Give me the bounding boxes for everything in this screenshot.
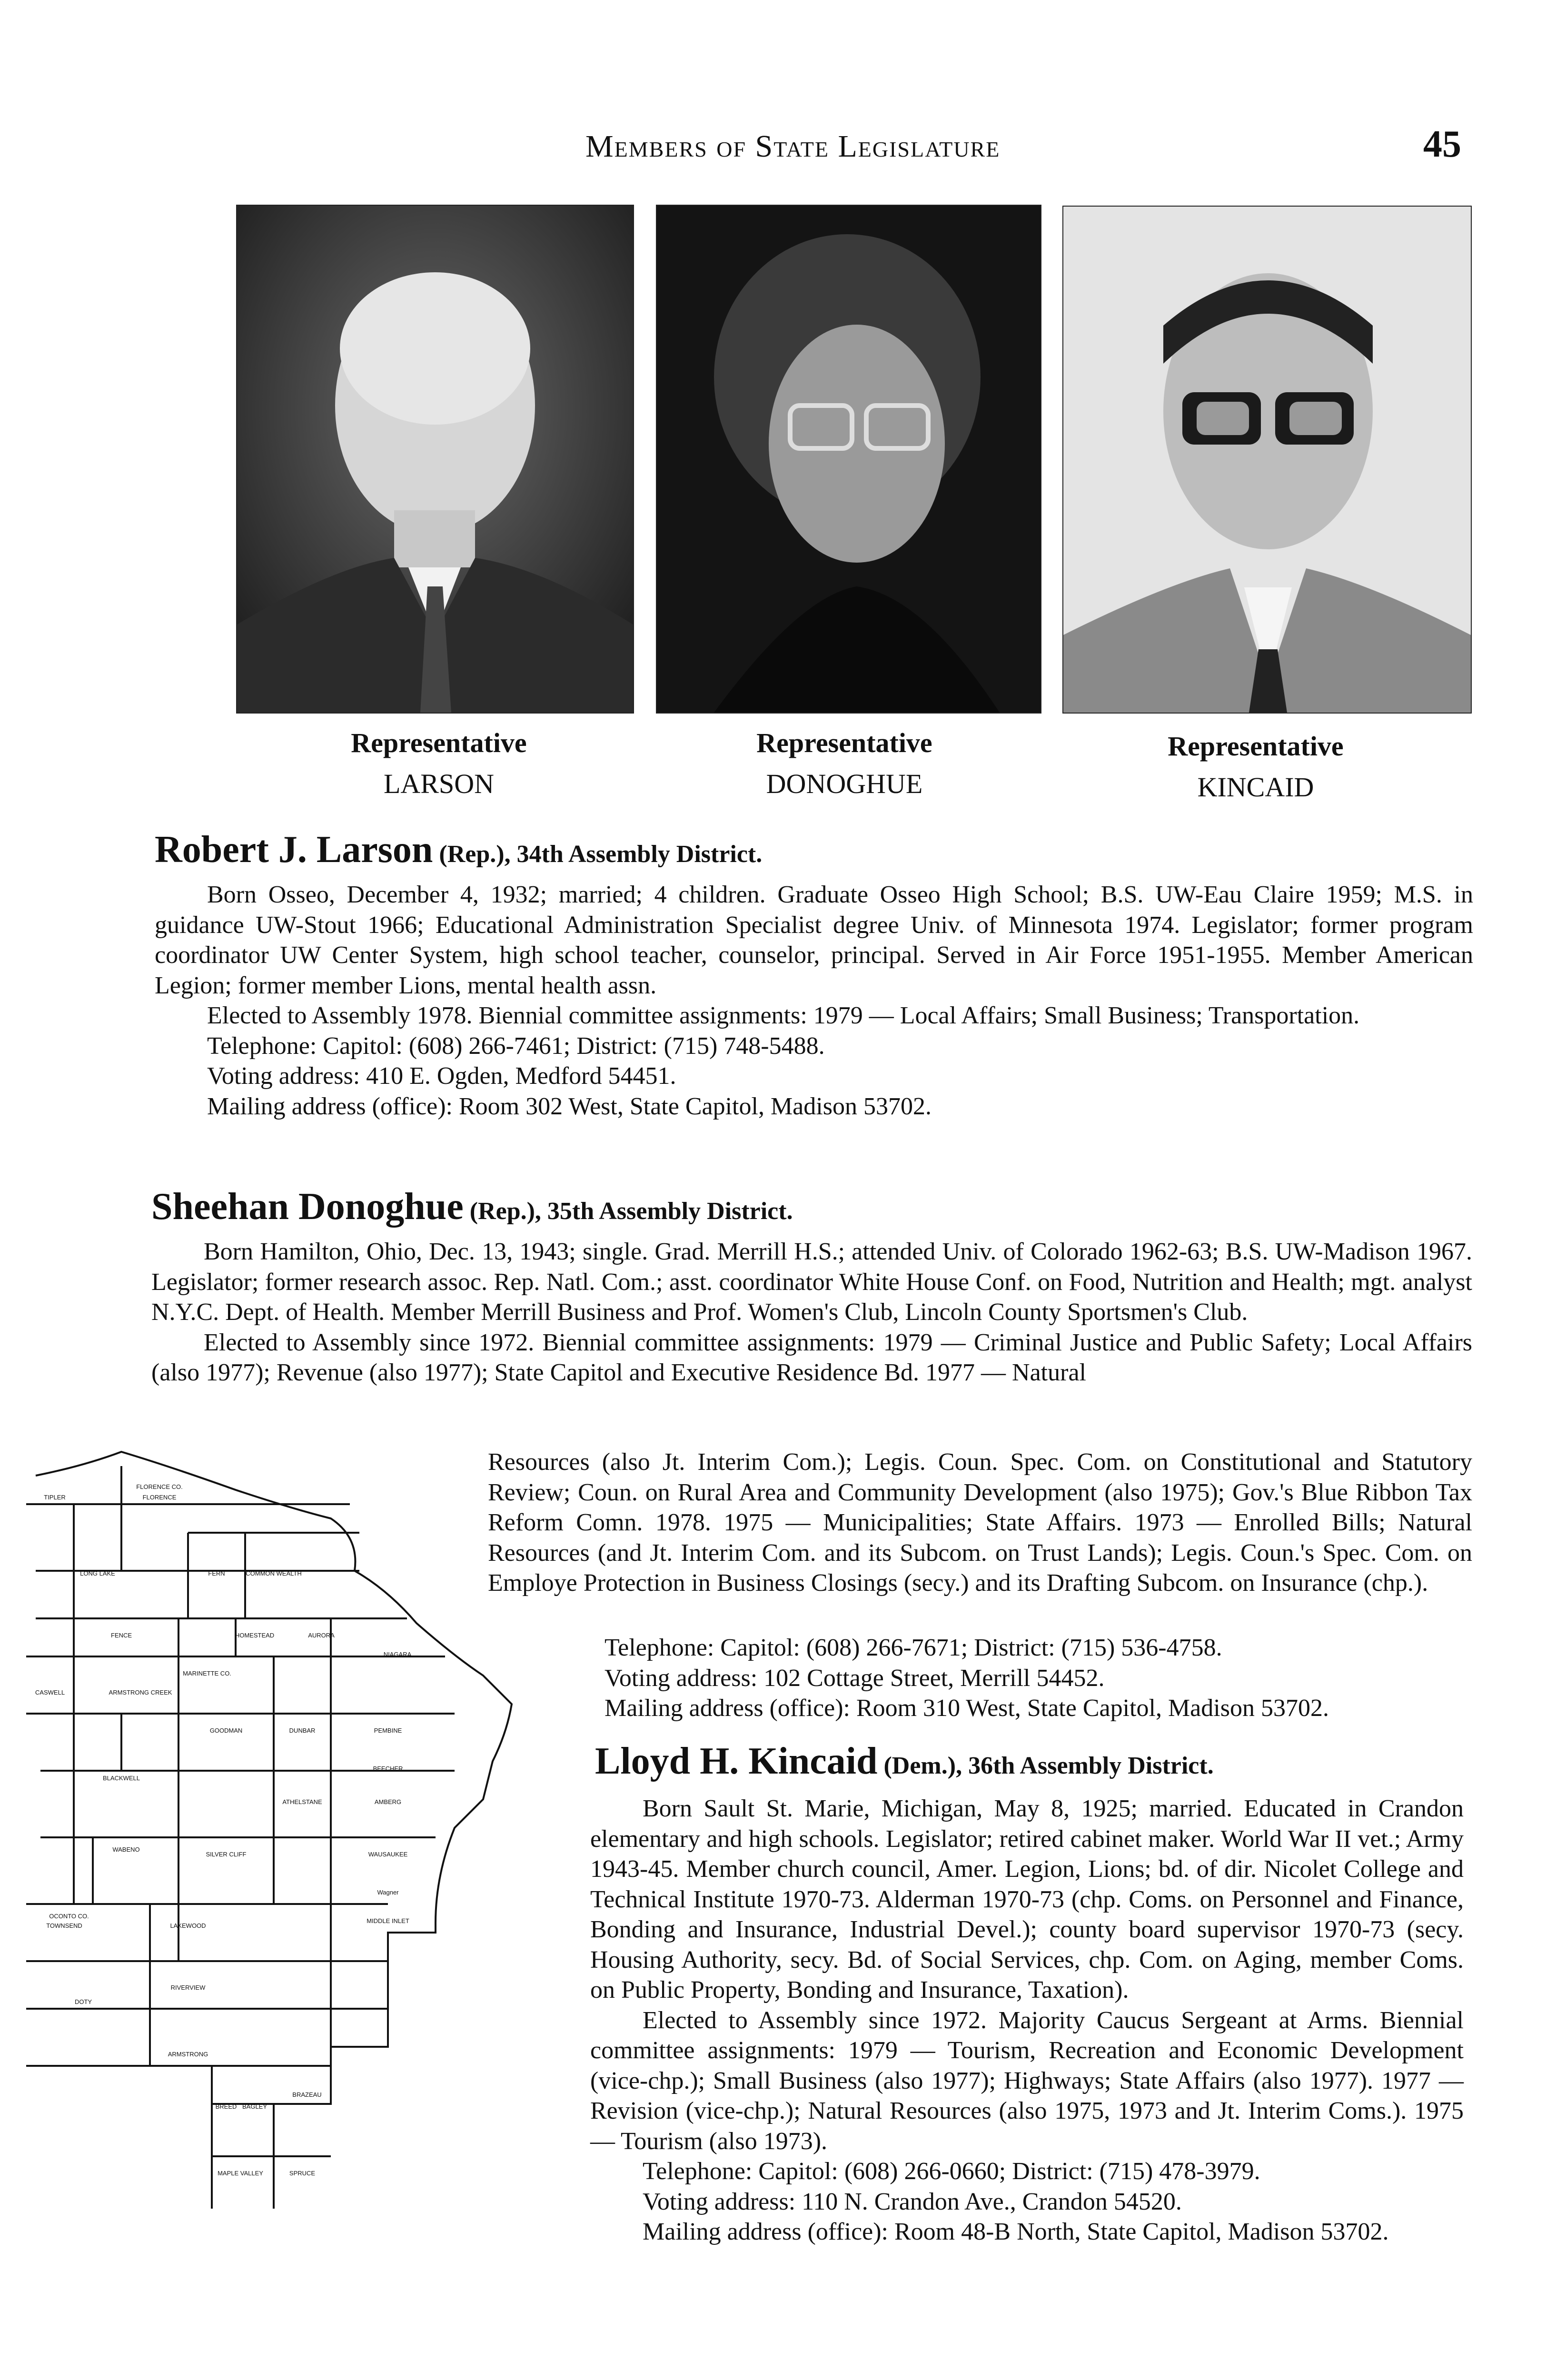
member-name: Lloyd H. Kincaid — [595, 1740, 878, 1782]
member-party-district: (Rep.), 35th Assembly District. — [463, 1198, 793, 1225]
map-label: NIAGARA — [383, 1651, 412, 1658]
caption-name: DONOGHUE — [766, 768, 923, 799]
map-label: MAPLE VALLEY — [218, 2170, 263, 2177]
contact-donoghue — [605, 1633, 1476, 1724]
map-label: Wagner — [377, 1889, 399, 1896]
map-label: AMBERG — [374, 1798, 402, 1805]
map-label: SPRUCE — [289, 2170, 316, 2177]
bio-paragraph: Elected to Assembly since 1972. Biennial committee assignments: 1979 — Criminal Justice and Public Safety; Local Affairs (also 1977); Revenue (also 1977); State Capitol and Executive Residence Bd. 1977 — Natural — [151, 1329, 1472, 1386]
member-heading-donoghue — [151, 1185, 793, 1229]
contact-mailing-address: Mailing address (office): Room 48-B North, State Capitol, Madison 53702. — [643, 2218, 1389, 2245]
map-label: PEMBINE — [374, 1727, 402, 1734]
bio-paragraph: Born Hamilton, Ohio, Dec. 13, 1943; single. Grad. Merrill H.S.; attended Univ. of Colorado 1962-63; B.S. UW-Madison 1967. Legislator; former research assoc. Rep. Natl. Com.; asst. coordinator White House Conf. on Food, Nutrition and Health; mgt. analyst N.Y.C. Dept. of Health. Member Merrill Business and Prof. Women's Club, Lincoln County Sportsmen's Club. — [151, 1238, 1472, 1326]
map-label: FLORENCE — [142, 1494, 177, 1501]
map-label: FLORENCE CO. — [136, 1483, 183, 1490]
map-label: ARMSTRONG CREEK — [109, 1689, 172, 1696]
bio-donoghue-continued — [488, 1447, 1472, 1598]
map-label: MIDDLE INLET — [367, 1917, 409, 1924]
map-label: DOTY — [74, 1998, 92, 2005]
map-label: BEECHER — [373, 1765, 403, 1772]
map-label: BLACKWELL — [102, 1775, 140, 1782]
bio-paragraph: Resources (also Jt. Interim Com.); Legis. Coun. Spec. Com. on Constitutional and Statutory Review; Coun. on Rural Area and Community Development (also 1975); Gov.'s Blue Ribbon Tax Reform Comn. 1978. 1975 — Municipalities; State Affairs. 1973 — Enrolled Bills; Natural Resources (and Jt. Interim Com. and its Subcom. on Trust Lands); Legis. Coun.'s Spec. Com. on Employe Protection in Business Closings (secy.) and its Drafting Subcom. on Insurance (chp.). — [488, 1448, 1472, 1597]
district-map — [26, 1447, 540, 2209]
bio-paragraph: Born Osseo, December 4, 1932; married; 4 children. Graduate Osseo High School; B.S. UW-Eau Claire 1959; M.S. in guidance UW-Stout 1966; Educational Administration Specialist degree Univ. of Minnesota 1974. Legislator; former program coordinator UW Center System, high school teacher, counselor, principal. Served in Air Force 1951-1955. Member American Legion; former member Lions, mental health assn. — [155, 881, 1473, 999]
member-name: Sheehan Donoghue — [151, 1186, 464, 1228]
bio-donoghue — [151, 1237, 1472, 1388]
map-label: CASWELL — [35, 1689, 65, 1696]
contact-voting-address: Voting address: 102 Cottage Street, Merrill 54452. — [605, 1664, 1105, 1692]
caption-name: LARSON — [383, 768, 495, 799]
caption-donoghue — [678, 723, 1011, 804]
contact-mailing-address: Mailing address (office): Room 310 West, State Capitol, Madison 53702. — [605, 1695, 1329, 1722]
contact-voting-address: Voting address: 410 E. Ogden, Medford 54451. — [207, 1062, 676, 1090]
map-label: COMMON WEALTH — [246, 1570, 302, 1577]
page-number: 45 — [1423, 123, 1461, 165]
map-label: BAGLEY — [242, 2103, 268, 2110]
member-party-district: (Dem.), 36th Assembly District. — [877, 1752, 1214, 1779]
running-header: Members of State Legislature — [585, 129, 1001, 164]
bio-larson — [155, 880, 1473, 1121]
member-heading-larson — [155, 828, 762, 872]
map-label: SILVER CLIFF — [206, 1851, 247, 1858]
map-label: WABENO — [112, 1846, 140, 1853]
map-label: FERN — [208, 1570, 225, 1577]
member-name: Robert J. Larson — [155, 829, 433, 871]
map-label: AURORA — [308, 1632, 335, 1639]
map-label: BREED — [215, 2103, 237, 2110]
map-label: FENCE — [110, 1632, 132, 1639]
map-label: HOMESTEAD — [235, 1632, 275, 1639]
map-label: LONG LAKE — [80, 1570, 115, 1577]
map-label: OCONTO CO. — [49, 1913, 89, 1920]
caption-name: KINCAID — [1197, 772, 1314, 803]
bio-paragraph: Born Sault St. Marie, Michigan, May 8, 1925; married. Educated in Crandon elementary and high schools. Legislator; retired cabinet maker. World War II vet.; Army 1943-45. Member church council, Amer. Legion, Lions; bd. of dir. Nicolet College and Technical Institute 1970-73. Alderman 1970-73 (chp. Coms. on Personnel and Finance, Bonding and Insurance, Industrial Devel.); county board supervisor 1970-73 (secy. Housing Authority, secy. Bd. of Social Services, chp. Com. on Aging, member Coms. on Public Property, Bonding and Insurance, Taxation). — [590, 1795, 1464, 2003]
map-label: RIVERVIEW — [170, 1984, 206, 1991]
contact-telephone: Telephone: Capitol: (608) 266-7671; District: (715) 536-4758. — [605, 1634, 1222, 1661]
contact-telephone: Telephone: Capitol: (608) 266-0660; District: (715) 478-3979. — [643, 2158, 1260, 2185]
map-label: TOWNSEND — [46, 1922, 82, 1929]
map-label: LAKEWOOD — [170, 1922, 206, 1929]
map-label: WAUSAUKEE — [368, 1851, 408, 1858]
bio-kincaid — [590, 1794, 1464, 2247]
bio-paragraph: Elected to Assembly since 1972. Majority Caucus Sergeant at Arms. Biennial committee assignments: 1979 — Tourism, Recreation and Economic Development (vice-chp.); Small Business (also 1977); Highways; State Affairs (also 1977). 1977 — Revision (vice-chp.); Natural Resources (also 1975, 1973 and Jt. Interim Coms.). 1975 — Tourism (also 1973). — [590, 2006, 1464, 2155]
caption-title: Representative — [351, 727, 527, 758]
portrait-kincaid — [1062, 206, 1472, 714]
portrait-larson — [236, 205, 634, 714]
contact-mailing-address: Mailing address (office): Room 302 West, State Capitol, Madison 53702. — [207, 1092, 932, 1120]
caption-title: Representative — [756, 727, 932, 758]
caption-kincaid — [1089, 726, 1422, 808]
member-party-district: (Rep.), 34th Assembly District. — [433, 841, 763, 868]
map-label: TIPLER — [44, 1494, 66, 1501]
map-label: ARMSTRONG — [168, 2051, 208, 2058]
map-label: DUNBAR — [289, 1727, 316, 1734]
map-label: ATHELSTANE — [282, 1798, 322, 1805]
member-heading-kincaid — [595, 1740, 1214, 1783]
map-label: GOODMAN — [209, 1727, 243, 1734]
caption-title: Representative — [1168, 731, 1344, 762]
caption-larson — [272, 723, 605, 804]
bio-paragraph: Elected to Assembly 1978. Biennial committee assignments: 1979 — Local Affairs; Small Business; Transportation. — [207, 1002, 1360, 1029]
map-label: BRAZEAU — [292, 2091, 322, 2098]
contact-telephone: Telephone: Capitol: (608) 266-7461; District: (715) 748-5488. — [207, 1032, 825, 1060]
contact-voting-address: Voting address: 110 N. Crandon Ave., Crandon 54520. — [643, 2188, 1182, 2215]
map-label: MARINETTE CO. — [183, 1670, 231, 1677]
portrait-donoghue — [656, 205, 1041, 714]
